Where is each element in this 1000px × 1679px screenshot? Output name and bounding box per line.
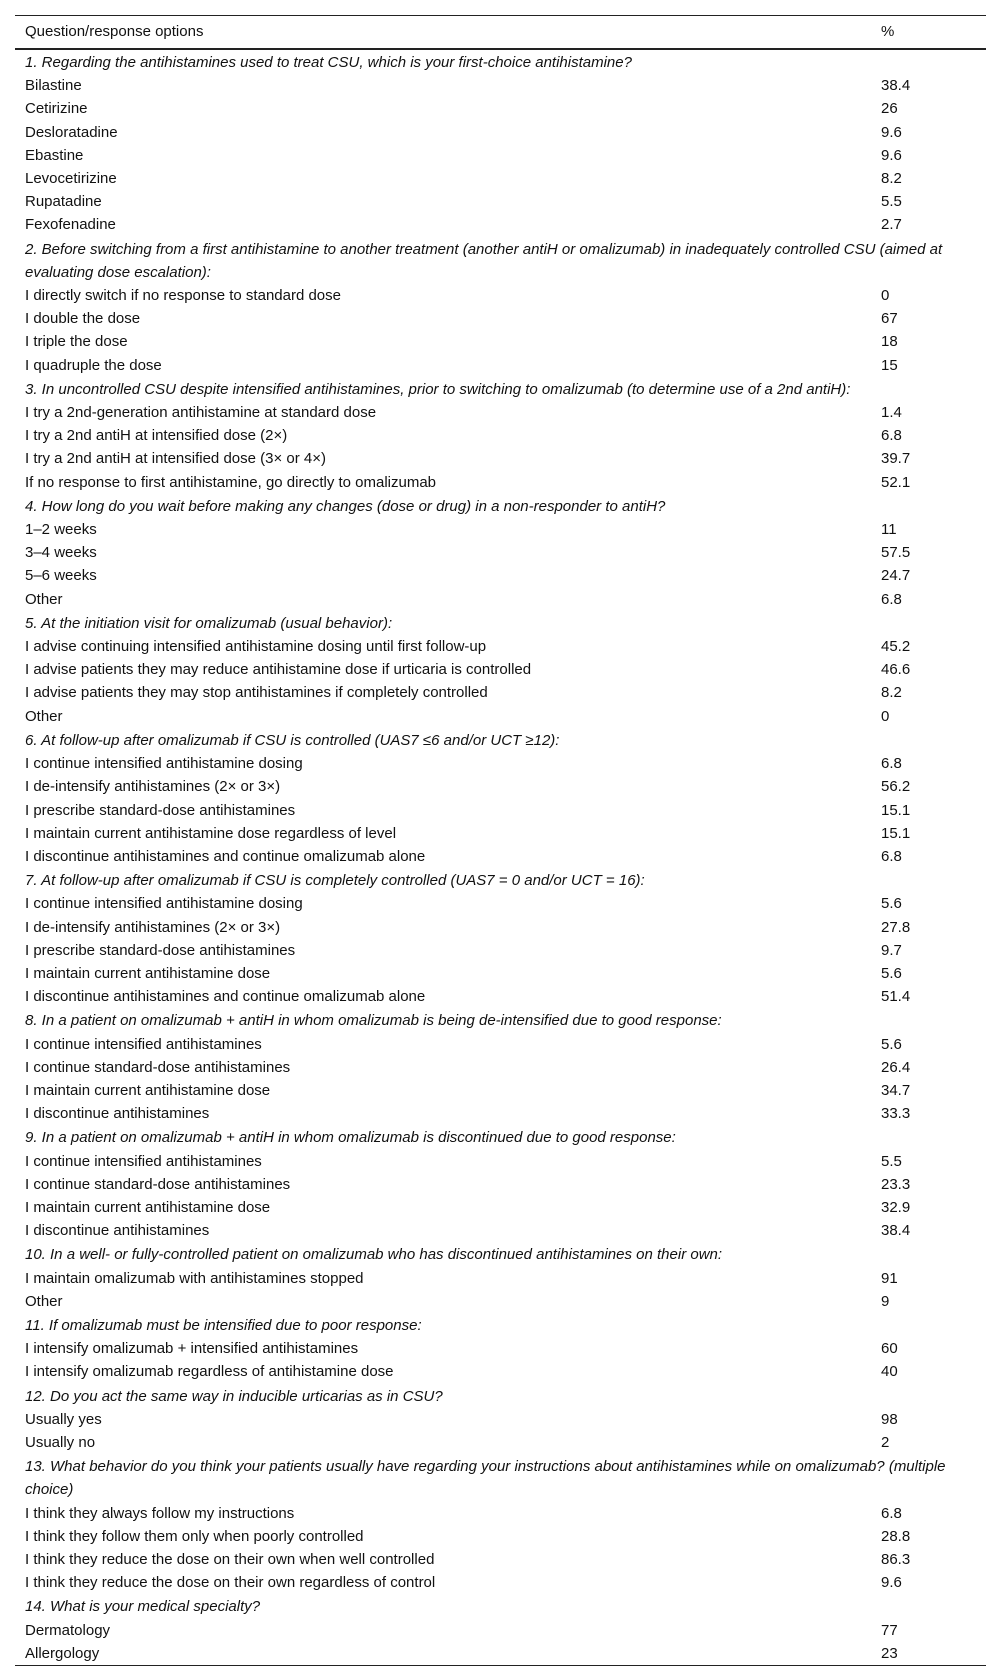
option-percent: 60 [881,1340,898,1358]
option-percent: 6.8 [881,427,902,445]
question-row [15,728,986,752]
option-label: I discontinue antihistamines [25,1105,210,1123]
option-label: 5–6 weeks [25,567,97,585]
option-percent: 91 [881,1269,898,1287]
option-row [15,681,986,704]
option-percent: 39.7 [881,450,911,468]
option-percent: 57.5 [881,544,911,562]
option-label: I advise patients they may reduce antihistamine dose if urticaria is controlled [25,661,532,679]
option-label: I prescribe standard-dose antihistamines [25,941,296,959]
option-row [15,121,986,144]
option-row [15,635,986,658]
option-percent: 15 [881,356,898,374]
option-label: I discontinue antihistamines [25,1222,210,1240]
option-row [15,1571,986,1594]
option-percent: 8.2 [881,684,902,702]
option-percent: 40 [881,1363,898,1381]
question-text: 9. In a patient on omalizumab + antiH in whom omalizumab is discontinued due to good response: [25,1129,676,1147]
option-label: Other [25,590,63,608]
question-row [15,1594,986,1618]
option-label: Cetirizine [25,100,88,118]
question-text: 7. At follow-up after omalizumab if CSU is completely controlled (UAS7 = 0 and/or UCT = 16): [25,872,645,890]
option-row [15,916,986,939]
option-percent: 32.9 [881,1198,911,1216]
header-question: Question/response options [15,16,871,50]
question-row [15,1384,986,1408]
option-percent: 56.2 [881,778,911,796]
option-row [15,1642,986,1666]
option-label: I continue intensified antihistamines [25,1152,262,1170]
option-row [15,1219,986,1242]
question-text: 6. At follow-up after omalizumab if CSU is controlled (UAS7 ≤6 and/or UCT ≥12): [25,731,560,749]
option-label: I try a 2nd antiH at intensified dose (2×) [25,427,288,445]
option-row [15,1431,986,1454]
option-row [15,1056,986,1079]
question-row [15,494,986,518]
option-label: Levocetirizine [25,170,117,188]
option-row [15,167,986,190]
option-percent: 26.4 [881,1058,911,1076]
option-percent: 52.1 [881,473,911,491]
question-text: 8. In a patient on omalizumab + antiH in whom omalizumab is being de-intensified due to good response: [25,1012,722,1030]
option-label: I continue intensified antihistamine dosing [25,755,303,773]
option-row [15,1033,986,1056]
option-row [15,1290,986,1313]
option-row [15,284,986,307]
option-row [15,471,986,494]
option-label: I discontinue antihistamines and continue omalizumab alone [25,847,426,865]
option-percent: 28.8 [881,1527,911,1545]
option-label: I prescribe standard-dose antihistamines [25,801,296,819]
option-percent: 5.6 [881,1035,902,1053]
question-text: 2. Before switching from a first antihistamine to another treatment (another antiH or omalizumab) in inadequately controlled CSU (aimed at evaluating dose escalation): [25,240,943,281]
option-row [15,892,986,915]
option-row [15,144,986,167]
option-row [15,447,986,470]
option-row [15,213,986,236]
question-text: 1. Regarding the antihistamines used to treat CSU, which is your first-choice antihistamine? [25,54,632,71]
option-label: 3–4 weeks [25,544,97,562]
option-percent: 45.2 [881,638,911,656]
option-percent: 67 [881,310,898,328]
option-row [15,1337,986,1360]
option-label: Other [25,1292,63,1310]
option-row [15,1102,986,1125]
option-percent: 9.6 [881,1574,902,1592]
option-percent: 8.2 [881,170,902,188]
option-row [15,307,986,330]
option-percent: 38.4 [881,1222,911,1240]
option-label: Usually no [25,1433,96,1451]
option-row [15,1173,986,1196]
option-percent: 2 [881,1433,890,1451]
option-percent: 15.1 [881,824,911,842]
option-row [15,985,986,1008]
option-row [15,588,986,611]
option-label: I continue intensified antihistamine dosing [25,895,303,913]
option-row [15,330,986,353]
option-label: Bilastine [25,77,82,95]
option-row [15,541,986,564]
option-label: I advise patients they may stop antihistamines if completely controlled [25,684,488,702]
option-percent: 9.6 [881,146,902,164]
option-row [15,705,986,728]
option-label: I think they follow them only when poorly controlled [25,1527,364,1545]
option-row [15,1619,986,1642]
option-row [15,1150,986,1173]
question-text: 3. In uncontrolled CSU despite intensified antihistamines, prior to switching to omalizumab (to determine use of a 2nd antiH): [25,380,851,398]
option-label: Ebastine [25,146,84,164]
option-label: Fexofenadine [25,216,116,234]
option-percent: 5.5 [881,1152,902,1170]
option-label: I intensify omalizumab regardless of antihistamine dose [25,1363,394,1381]
option-percent: 23 [871,1642,986,1666]
question-row [15,49,986,74]
option-label: I think they reduce the dose on their own regardless of control [25,1574,436,1592]
option-percent: 2.7 [881,216,902,234]
option-label: Desloratadine [25,123,118,141]
option-row [15,962,986,985]
question-row [15,868,986,892]
option-row [15,424,986,447]
option-percent: 1.4 [881,404,902,422]
option-label: I triple the dose [25,333,128,351]
question-text: 13. What behavior do you think your patients usually have regarding your instructions about antihistamines while on omalizumab? (multiple choice) [25,1458,946,1499]
option-label: I continue standard-dose antihistamines [25,1058,291,1076]
option-row [15,354,986,377]
option-label: I think they reduce the dose on their own when well controlled [25,1551,435,1568]
option-percent: 98 [881,1410,898,1428]
option-row [15,1548,986,1571]
question-row [15,1242,986,1266]
option-label: I de-intensify antihistamines (2× or 3×) [25,918,281,936]
option-label: If no response to first antihistamine, go directly to omalizumab [25,473,437,491]
option-percent: 6.8 [881,847,902,865]
option-percent: 5.6 [881,964,902,982]
question-text: 4. How long do you wait before making any changes (dose or drug) in a non-responder to antiH? [25,497,666,515]
option-percent: 9 [881,1292,890,1310]
option-label: I quadruple the dose [25,356,162,374]
option-row [15,564,986,587]
option-label: I maintain current antihistamine dose [25,1081,271,1099]
survey-results-table [15,15,986,1666]
option-percent: 38.4 [881,77,911,95]
option-label: I de-intensify antihistamines (2× or 3×) [25,778,281,796]
question-row [15,1125,986,1149]
option-percent: 24.7 [881,567,911,585]
option-label: Other [25,707,63,725]
option-label: Allergology [15,1642,871,1666]
option-percent: 6.8 [881,590,902,608]
option-percent: 51.4 [881,988,911,1006]
option-percent: 26 [881,100,898,118]
header-percent: % [871,16,986,50]
option-label: I maintain omalizumab with antihistamines stopped [25,1269,364,1287]
option-label: I continue standard-dose antihistamines [25,1175,291,1193]
option-label: I advise continuing intensified antihistamine dosing until first follow-up [25,638,487,656]
option-row [15,1079,986,1102]
table-header [15,16,986,50]
option-label: I intensify omalizumab + intensified antihistamines [25,1340,359,1358]
option-label: 1–2 weeks [25,521,97,539]
option-percent: 6.8 [881,755,902,773]
question-text: 11. If omalizumab must be intensified due to poor response: [25,1316,422,1334]
option-percent: 9.6 [881,123,902,141]
option-percent: 33.3 [881,1105,911,1123]
option-label: I directly switch if no response to standard dose [25,287,341,305]
question-row [15,611,986,635]
question-row [15,377,986,401]
option-percent: 9.7 [881,941,902,959]
option-percent: 77 [881,1621,898,1639]
option-label: I think they always follow my instructions [25,1504,295,1522]
option-row [15,74,986,97]
option-row [15,845,986,868]
option-row [15,752,986,775]
question-row [15,1454,986,1501]
option-row [15,1196,986,1219]
option-percent: 86.3 [881,1551,911,1568]
option-label: Usually yes [25,1410,102,1428]
option-label: I maintain current antihistamine dose [25,1198,271,1216]
option-label: I try a 2nd-generation antihistamine at standard dose [25,404,377,422]
option-percent: 27.8 [881,918,911,936]
option-row [15,190,986,213]
option-percent: 5.6 [881,895,902,913]
option-percent: 5.5 [881,193,902,211]
option-percent: 18 [881,333,898,351]
option-label: I try a 2nd antiH at intensified dose (3× or 4×) [25,450,327,468]
question-row [15,237,986,284]
option-percent: 0 [881,287,890,305]
option-percent: 0 [881,707,890,725]
question-row [15,1008,986,1032]
option-row [15,401,986,424]
option-row [15,775,986,798]
option-percent: 46.6 [881,661,911,679]
option-row [15,822,986,845]
option-row [15,1525,986,1548]
option-label: I maintain current antihistamine dose regardless of level [25,824,397,842]
table-body [15,49,986,1666]
option-row [15,1360,986,1383]
option-label: I continue intensified antihistamines [25,1035,262,1053]
option-label: I double the dose [25,310,141,328]
question-text: 12. Do you act the same way in inducible urticarias as in CSU? [25,1387,443,1405]
option-percent: 15.1 [881,801,911,819]
option-row [15,1267,986,1290]
option-percent: 34.7 [881,1081,911,1099]
option-row [15,939,986,962]
question-row [15,1313,986,1337]
question-text: 14. What is your medical specialty? [25,1598,261,1616]
header-row [15,16,986,50]
option-label: I maintain current antihistamine dose [25,964,271,982]
option-percent: 6.8 [881,1504,902,1522]
option-row [15,658,986,681]
option-label: I discontinue antihistamines and continue omalizumab alone [25,988,426,1006]
option-row [15,97,986,120]
option-percent: 11 [881,521,897,539]
option-label: Rupatadine [25,193,102,211]
option-row [15,1502,986,1525]
option-row [15,799,986,822]
option-label: Dermatology [25,1621,111,1639]
option-row [15,1408,986,1431]
question-text: 10. In a well- or fully-controlled patient on omalizumab who has discontinued antihistamines on their own: [25,1246,723,1264]
option-percent: 23.3 [881,1175,911,1193]
option-row [15,518,986,541]
question-text: 5. At the initiation visit for omalizumab (usual behavior): [25,614,393,632]
